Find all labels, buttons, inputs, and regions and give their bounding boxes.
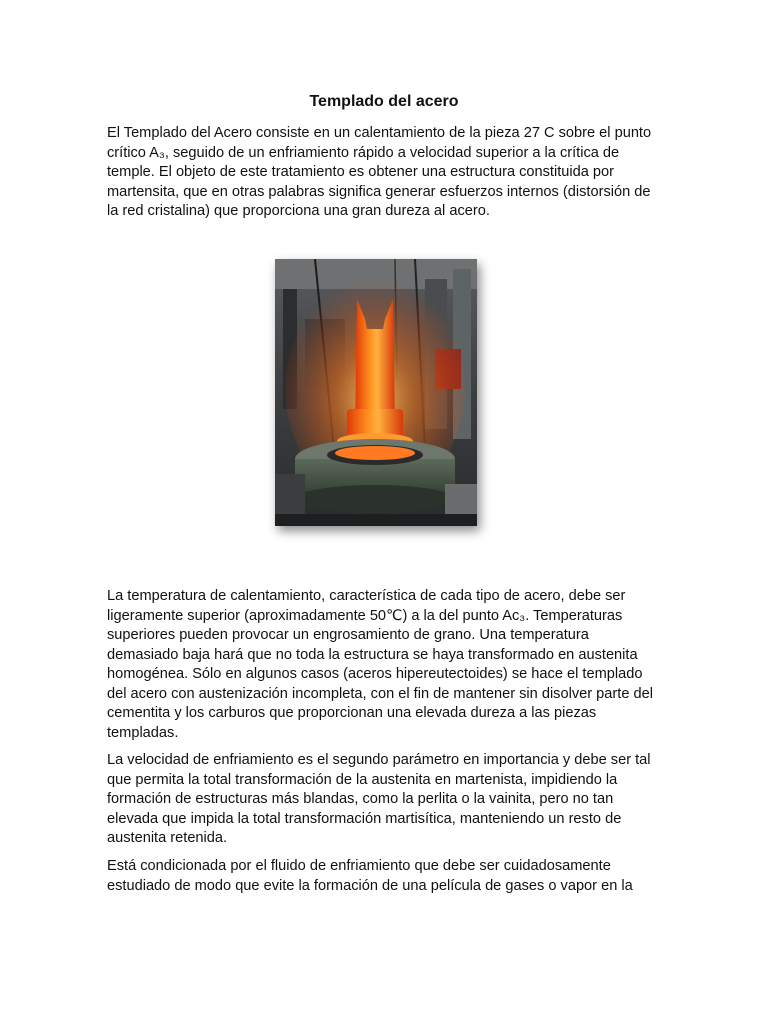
paragraph-cooling-fluid: Está condicionada por el fluido de enfriamiento que debe ser cuidadosamente estudiado de modo que evite la formación de una película de gases o vapor en la [107,858,633,894]
page-title: Templado del acero [309,93,459,110]
paragraph-temperature: La temperatura de calentamiento, característica de cada tipo de acero, debe ser ligeramente superior (aproximadamente 50℃) a la del punto Ac₃. Temperaturas superiores pueden provocar un engrosamiento de grano. Una temperatura demasiado baja hará que no toda la estructura se haya transformado en austenita homogénea. Sólo en algunos casos (aceros hipereutectoides) se hace el templado del acero con austenización incompleta, con el fin de mantener sin disolver parte del cementita y los carburos que proporcionan una elevada dureza a las piezas templadas. [107,588,653,741]
paragraph-intro: El Templado del Acero consiste en un calentamiento de la pieza 27 C sobre el punto crítico A₃, seguido de un enfriamiento rápido a velocidad superior a la crítica de temple. El objeto de este tratamiento es obtener una estructura constituida por martensita, que en otras palabras significa generar esfuerzos internos (distorsión de la red cristalina) que proporciona una gran dureza al acero. [107,125,652,219]
paragraph-cooling-speed: La velocidad de enfriamiento es el segundo parámetro en importancia y debe ser tal que permita la total transformación de la austenita en martenista, impidiendo la formación de estructuras más blandas, como la perlita o la vainita, pero no tan elevada que impida la total transformación martisítica, manteniendo un resto de austenita retenida. [107,752,651,846]
furnace-photo [275,259,477,526]
